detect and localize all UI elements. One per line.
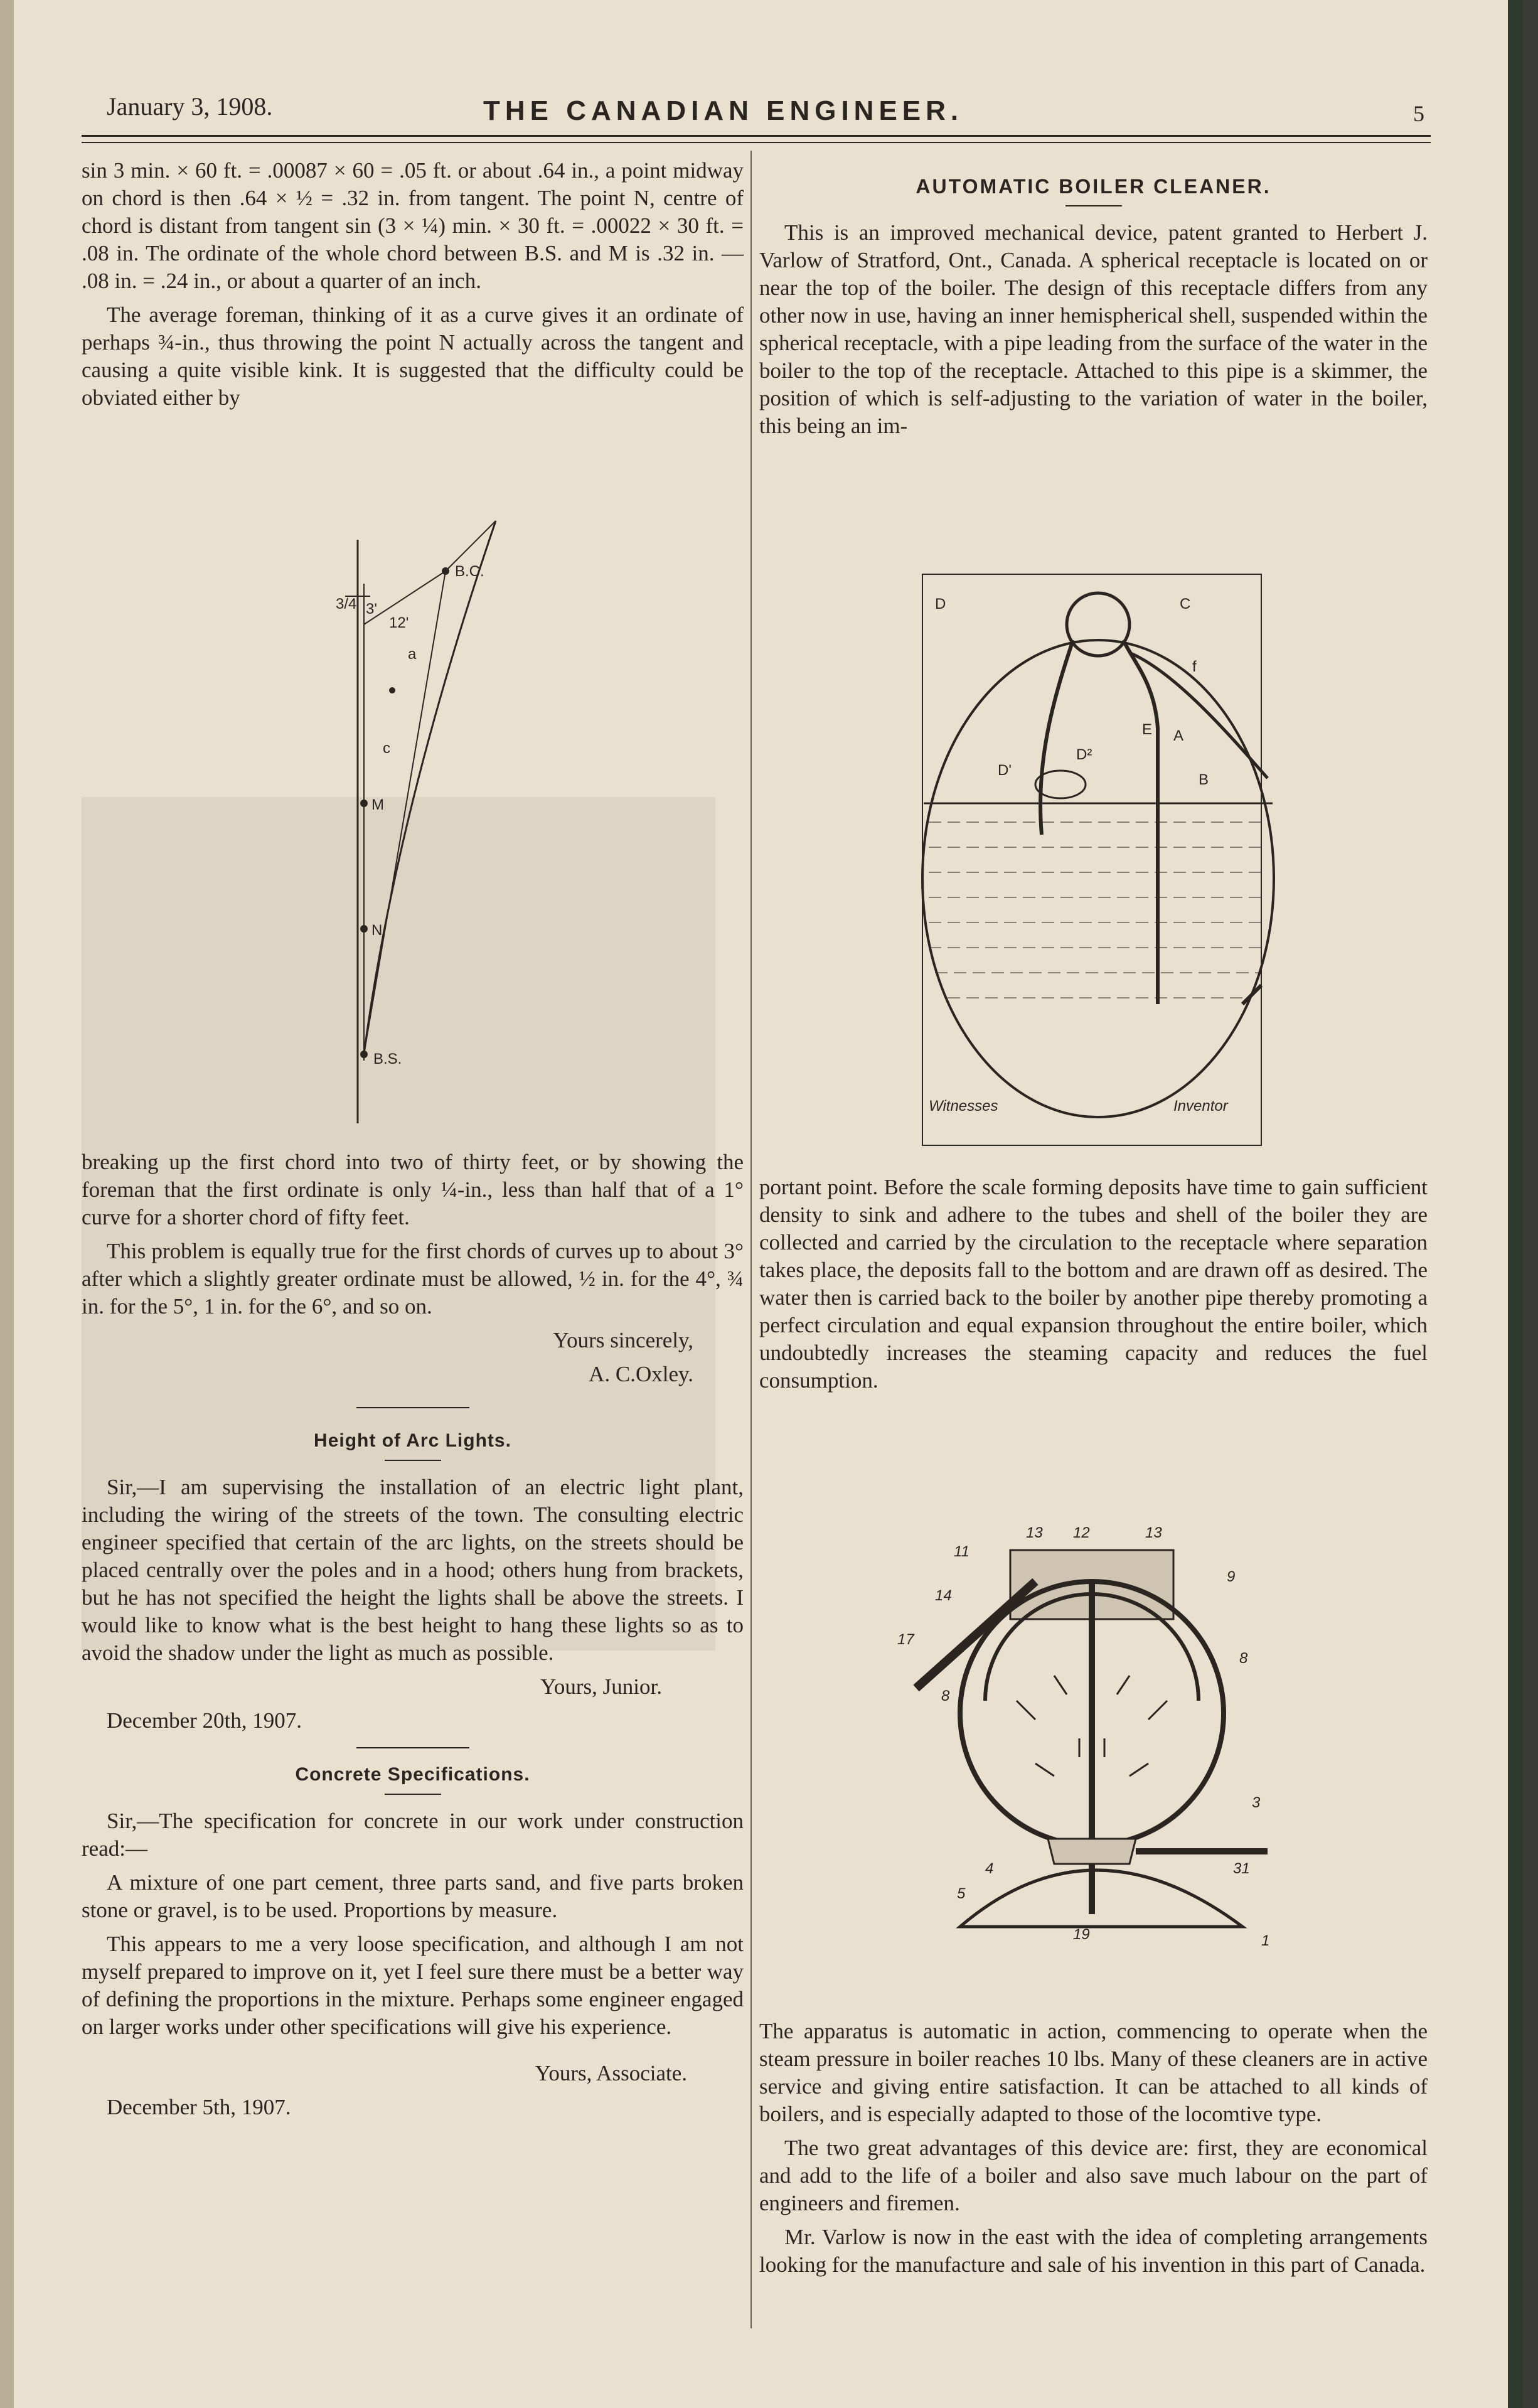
sign-off-1: Yours sincerely,	[553, 1328, 693, 1352]
intake-pipe	[1040, 640, 1073, 835]
label-small-a: a	[408, 646, 417, 663]
concrete-paragraph-2: A mixture of one part cement, three parts sand, and five parts broken stone or gravel, is to be used. Proportions by measure.	[82, 1870, 744, 1922]
label-c: C	[1180, 596, 1191, 613]
label-m: M	[371, 796, 384, 813]
date-2: December 20th, 1907.	[107, 1708, 302, 1733]
spherical-receptacle	[1067, 593, 1129, 656]
left-column-top	[82, 157, 744, 418]
header-rule-bottom	[82, 142, 1431, 143]
label-f: f	[1192, 658, 1197, 675]
label-19: 19	[1073, 1926, 1090, 1943]
boiler-paragraph-5: Mr. Varlow is now in the east with the idea of completing arrangements looking for the manufacture and sale of his invention in this part of Canada.	[759, 2225, 1428, 2277]
label-17: 17	[897, 1631, 914, 1648]
label-e: E	[1142, 721, 1153, 738]
boiler-paragraph-1: This is an improved mechanical device, patent granted to Herbert J. Varlow of Stratford, Ont., Canada. A spherical receptacle is located on or near the top of the boiler. The design of this receptacle differs from any other now in use, having an inner hemispherical shell, suspended within the spherical receptacle, with a pipe leading from the surface of the water in the boiler to the top of the receptacle. Attached to this pipe is a skimmer, the position of which is self-adjusting to the variation of water in the boiler, this being an im-	[759, 220, 1428, 438]
page-right-edge	[1508, 0, 1523, 2408]
label-d2: D²	[1076, 746, 1092, 763]
section-divider-2	[356, 1747, 469, 1748]
page-binding-edge	[0, 0, 14, 2408]
article-title: AUTOMATIC BOILER CLEANER.	[916, 175, 1271, 198]
label-8b: 8	[1239, 1650, 1248, 1667]
header-rule-top	[82, 135, 1431, 137]
label-9: 9	[1227, 1568, 1236, 1585]
section-divider-1	[356, 1407, 469, 1408]
point-m	[360, 800, 368, 807]
sign-off-3: Yours, Associate.	[535, 2061, 687, 2085]
date-3: December 5th, 1907.	[107, 2095, 291, 2119]
label-11: 11	[954, 1543, 969, 1560]
label-5: 5	[957, 1885, 966, 1902]
curve-arc	[364, 521, 496, 1054]
label-d1: D'	[998, 762, 1012, 779]
label-bc: B.C.	[455, 563, 484, 580]
section-heading-concrete: Concrete Specifications.	[295, 1764, 530, 1785]
issue-date: January 3, 1908.	[107, 92, 273, 120]
point-curve	[389, 687, 395, 693]
label-13b: 13	[1145, 1524, 1162, 1541]
letter-intro-paragraph: sin 3 min. × 60 ft. = .00087 × 60 = .05 ft. or about .64 in., a point midway on chord is then .64 × ½ = .32 in. from tangent. The point N, centre of chord is distant from tangent sin (3 × ¼) min. × 30 ft. = .00022 × 30 ft. = .08 in. The ordinate of the whole chord between B.S. and M is .32 in. — .08 in. = .24 in., or about a quarter of an inch.	[82, 158, 744, 293]
label-1: 1	[1261, 1932, 1270, 1949]
label-13a: 13	[1026, 1524, 1043, 1541]
drawing-frame	[922, 574, 1261, 1145]
column-divider	[750, 151, 752, 2328]
point-n	[360, 925, 368, 933]
publication-title: THE CANADIAN ENGINEER.	[483, 95, 964, 126]
curve-chord-diagram	[301, 502, 527, 1130]
label-inventor: Inventor	[1173, 1098, 1228, 1115]
arc-lights-letter: Sir,—I am supervising the installation of an electric light plant, including the wiring of the streets of the town. The consulting electric engineer specified that certain of the arc lights, on the streets should be placed centrally over the poles and in a hood; others hung from brackets, but he has not specified the height the lights shall be above the streets. I would like to know what is the best height to hang these lights so as to avoid the shadow under the light as much as possible.	[82, 1475, 744, 1665]
right-column-top	[759, 166, 1428, 446]
boiler-cleaner-patent-drawing	[910, 571, 1286, 1155]
concrete-paragraph-1: Sir,—The specification for concrete in our work under construction read:—	[82, 1809, 744, 1861]
boiler-paragraph-2: portant point. Before the scale forming deposits have time to gain sufficient density to sink and adhere to the tubes and shell of the boiler they are collected and carried by the circulation to the receptacle where separation takes place, the deposits fall to the bottom and are drawn off as desired. The water then is carried back to the boiler by another pipe thereby promoting a perfect circulation and equal expansion throughout the entire boiler, which undoubtedly increases the steaming capacity and reduces the fuel consumption.	[759, 1175, 1428, 1393]
label-bs: B.S.	[373, 1051, 402, 1068]
boiler-top-section	[960, 1870, 1242, 1927]
label-d: D	[935, 596, 946, 613]
heading-rule-3	[385, 1794, 441, 1795]
label-14: 14	[935, 1587, 952, 1604]
label-three: 3'	[366, 601, 377, 618]
label-b: B	[1199, 771, 1209, 788]
label-small-c: c	[383, 740, 390, 757]
point-bc	[442, 567, 449, 575]
label-8a: 8	[941, 1688, 950, 1704]
inlet-pipe	[916, 1581, 1035, 1688]
base-flange	[1048, 1839, 1136, 1864]
article-title-rule	[1065, 205, 1122, 206]
letter-paragraph-2: The average foreman, thinking of it as a curve gives it an ordinate of perhaps ¾-in., thus throwing the point N actually across the tangent and causing a quite visible kink. It is suggested that the difficulty could be obviated either by	[82, 302, 744, 410]
label-4: 4	[985, 1860, 994, 1877]
signer-1: A. C.Oxley.	[589, 1362, 693, 1386]
blowoff-valve	[1242, 985, 1261, 1004]
right-column-bottom	[759, 2018, 1428, 2285]
sign-off-2: Yours, Junior.	[540, 1674, 662, 1699]
page-header	[94, 88, 1431, 138]
boiler-paragraph-4: The two great advantages of this device are: first, they are economical and add to the life of a boiler and also save much labour on the part of engineers and firemen.	[759, 2136, 1428, 2215]
heading-rule-2	[385, 1460, 441, 1461]
right-column-middle	[759, 1174, 1428, 1401]
label-a: A	[1173, 727, 1184, 744]
steam-pipe	[1129, 653, 1268, 778]
section-heading-arc-lights: Height of Arc Lights.	[314, 1430, 511, 1451]
left-column-bottom	[82, 1148, 744, 2127]
page-number: 5	[1413, 101, 1424, 126]
label-side-mark: 3/4	[336, 596, 357, 613]
label-angle: 12'	[389, 614, 409, 631]
label-12: 12	[1073, 1524, 1090, 1541]
point-bs	[360, 1051, 368, 1058]
boiler-cleaner-section-drawing	[891, 1512, 1293, 1977]
concrete-paragraph-3: This appears to me a very loose specification, and although I am not myself prepared to improve on it, yet I feel sure there must be a better way of defining the proportions in the mixture. Perhaps some engineer engaged on larger works under other specifications will give his experience.	[82, 1932, 744, 2039]
label-n: N	[371, 922, 383, 939]
label-witnesses: Witnesses	[929, 1098, 998, 1115]
label-31: 31	[1233, 1860, 1250, 1877]
letter-paragraph-3: breaking up the first chord into two of thirty feet, or by showing the foreman that the first ordinate is only ¼-in., less than half that of a 1° curve for a shorter chord of fifty feet.	[82, 1150, 744, 1229]
letter-paragraph-4: This problem is equally true for the first chords of curves up to about 3° after which a slightly greater ordinate must be allowed, ½ in. for the 4°, ¾ in. for the 5°, 1 in. for the 6°, and so on.	[82, 1239, 744, 1319]
boiler-shell	[922, 640, 1274, 1117]
label-3: 3	[1252, 1794, 1261, 1811]
boiler-paragraph-3: The apparatus is automatic in action, commencing to operate when the steam pressure in boiler reaches 10 lbs. Many of these cleaners are in active service and giving entire satisfaction. It can be attached to all kinds of boilers, and is especially adapted to those of the locomtive type.	[759, 2019, 1428, 2126]
